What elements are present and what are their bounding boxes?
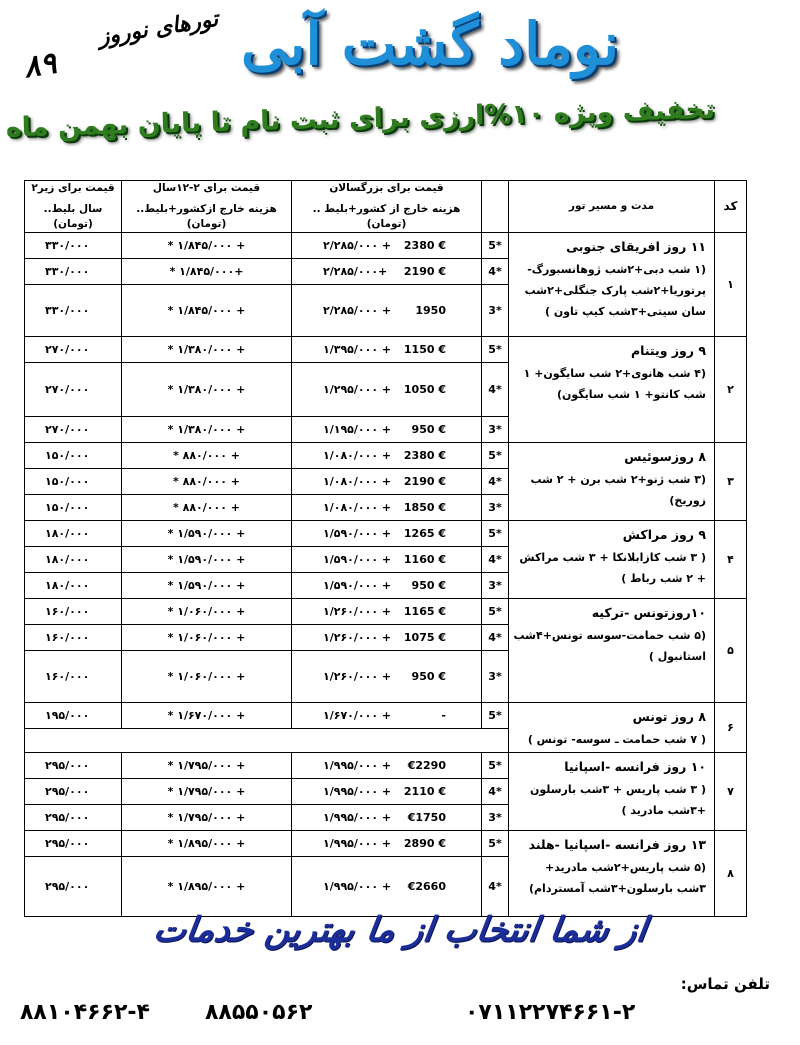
table-row [25,233,747,259]
tour-code: ۶ [715,703,747,753]
price-adult [292,651,482,703]
price-adult-euro: €2660 [407,880,446,893]
price-child: * ۱/۰۶۰/۰۰۰ + [122,651,292,703]
price-table-body [25,181,747,917]
header-child-line2: هزینه خارج ازکشور+بلیط..(تومان) [136,203,277,230]
price-infant: ۲۹۵/۰۰۰ [25,831,122,857]
price-adult-euro: 1165 € [403,605,446,618]
tours-heading [20,6,225,106]
price-adult [292,417,482,443]
price-infant: ۲۷۰/۰۰۰ [25,417,122,443]
price-adult [292,805,482,831]
header-adult [292,181,482,233]
price-adult-toman: ۱/۰۸۰/۰۰۰ + [323,475,392,488]
price-infant: ۲۹۵/۰۰۰ [25,857,122,917]
hotel-stars: 5* [482,831,509,857]
phone-number: ۰۷۱۱۲۲۷۴۶۶۱-۲ [465,1000,636,1025]
price-child: * ۱/۳۸۰/۰۰۰ + [122,337,292,363]
tour-code: ۳ [715,443,747,521]
table-row [25,831,747,857]
price-adult-euro: 1050 € [403,383,446,396]
tour-description [509,599,715,703]
tour-code: ۷ [715,753,747,831]
price-adult [292,443,482,469]
tour-description [509,521,715,599]
price-adult-toman: ۱/۰۸۰/۰۰۰ + [323,501,392,514]
tour-description [509,443,715,521]
tour-code: ۵ [715,599,747,703]
tour-route: ( ۳ شب کازابلانکا + ۳ شب مراکش + ۲ شب رباط ) [519,551,706,585]
price-adult-toman: ۱/۲۹۵/۰۰۰ + [323,383,392,396]
hotel-stars: 4* [482,625,509,651]
header-infant-line2: سال بلیط..(تومان) [43,203,103,230]
tour-name: ۱۱ روز افریقای جنوبی [566,239,706,254]
price-infant: ۳۳۰/۰۰۰ [25,233,122,259]
price-infant: ۱۸۰/۰۰۰ [25,547,122,573]
price-adult [292,233,482,259]
price-child: * ۱/۸۴۵/۰۰۰ + [122,285,292,337]
tour-code: ۱ [715,233,747,337]
slogan: از شما انتخاب از ما بهترین خدمات [151,910,649,950]
price-infant: ۱۵۰/۰۰۰ [25,469,122,495]
header-infant [25,181,122,233]
price-adult [292,495,482,521]
price-infant: ۲۷۰/۰۰۰ [25,363,122,417]
price-child: * ۱/۶۷۰/۰۰۰ + [122,703,292,729]
price-infant: ۲۹۵/۰۰۰ [25,753,122,779]
price-child: * ۱/۷۹۵/۰۰۰ + [122,805,292,831]
price-adult [292,625,482,651]
price-adult [292,703,482,729]
table-row [25,337,747,363]
hotel-stars: 5* [482,233,509,259]
price-adult-toman: ۲/۲۸۵/۰۰۰ + [323,304,392,317]
price-adult-euro: 2890 € [403,837,446,850]
table-row [25,521,747,547]
price-child: * ۱/۳۸۰/۰۰۰ + [122,363,292,417]
price-adult [292,285,482,337]
price-adult-euro: 2380 € [403,239,446,252]
price-child: * ۱/۵۹۰/۰۰۰ + [122,547,292,573]
price-adult-euro: 1950 [415,304,446,317]
price-child: * ۱/۰۶۰/۰۰۰ + [122,599,292,625]
hotel-stars: 3* [482,651,509,703]
hotel-stars: 3* [482,805,509,831]
header-infant-line1: قیمت برای زیر۲ [31,182,115,194]
table-row [25,599,747,625]
tour-description [509,831,715,917]
tour-code: ۲ [715,337,747,443]
price-adult [292,753,482,779]
hotel-stars: 5* [482,521,509,547]
table-row [25,753,747,779]
price-child: * ۱/۸۹۵/۰۰۰ + [122,831,292,857]
price-adult-euro: €2290 [407,759,446,772]
price-infant: ۱۹۵/۰۰۰ [25,703,122,729]
tour-name: ۱۰روزتونس -ترکیه [591,605,706,620]
price-adult [292,599,482,625]
discount-banner: تخفیف ویژه ۱۰%ارزی برای ثبت نام تا پایان بهمن ماه [5,93,716,144]
price-adult [292,857,482,917]
table-row [25,703,747,729]
price-child: * ۱/۵۹۰/۰۰۰ + [122,521,292,547]
hotel-stars: 5* [482,337,509,363]
price-child: * ۱/۸۴۵/۰۰۰ + [122,233,292,259]
tour-route: ( ۷ شب حمامت ـ سوسه- تونس ) [527,733,706,746]
price-table [24,180,747,917]
hotel-stars: 5* [482,753,509,779]
price-adult-euro: 1075 € [403,631,446,644]
price-adult-euro: 1150 € [403,343,446,356]
brand-title: نوماد گشت آبی [241,10,619,78]
price-child: * ۱/۳۸۰/۰۰۰ + [122,417,292,443]
tour-description [509,337,715,443]
price-adult-toman: ۱/۹۹۵/۰۰۰ + [323,785,392,798]
price-infant: ۱۶۰/۰۰۰ [25,625,122,651]
price-infant: ۱۸۰/۰۰۰ [25,573,122,599]
price-infant: ۱۶۰/۰۰۰ [25,651,122,703]
price-child: * ۱/۷۹۵/۰۰۰ + [122,753,292,779]
price-child: * ۸۸۰/۰۰۰ + [122,469,292,495]
price-adult-toman: ۱/۵۹۰/۰۰۰ + [323,579,392,592]
price-adult-euro: - [441,709,446,722]
table-row [25,443,747,469]
tour-description [509,233,715,337]
price-adult-euro: 2110 € [403,785,446,798]
price-infant: ۱۶۰/۰۰۰ [25,599,122,625]
price-adult-toman: ۱/۲۶۰/۰۰۰ + [323,605,392,618]
price-adult-euro: 1160 € [403,553,446,566]
header-adult-line2: هزینه خارج از کشور+بلیط ..(تومان) [312,203,461,230]
price-adult-toman: ۲/۲۸۵/۰۰۰ + [323,239,392,252]
hotel-stars: 5* [482,703,509,729]
price-infant: ۳۳۰/۰۰۰ [25,285,122,337]
tour-route: (۴ شب هانوی+۲ شب سایگون+ ۱ شب کانتو+ ۱ شب سایگون) [523,367,706,401]
hotel-stars: 4* [482,547,509,573]
hotel-stars: 3* [482,573,509,599]
price-adult-toman: ۱/۹۹۵/۰۰۰ + [323,880,392,893]
price-adult [292,363,482,417]
price-adult-toman: ۱/۵۹۰/۰۰۰ + [323,527,392,540]
tour-name: ۱۰ روز فرانسه -اسپانیا [564,759,706,774]
header-stars [482,181,509,233]
price-infant: ۲۹۵/۰۰۰ [25,805,122,831]
price-adult [292,573,482,599]
price-adult-toman: ۱/۹۹۵/۰۰۰ + [323,759,392,772]
tour-name: ۹ روز ویتنام [630,343,706,358]
price-child: * ۸۸۰/۰۰۰ + [122,495,292,521]
tour-description [509,703,715,753]
header-row [25,181,747,233]
hotel-stars: 4* [482,857,509,917]
price-child: * ۸۸۰/۰۰۰ + [122,443,292,469]
price-adult [292,547,482,573]
price-infant: ۱۵۰/۰۰۰ [25,495,122,521]
tour-route: (۱ شب دبی+۲شب ژوهانسبورگ-پرتوریا+۲شب پارک جنگلی+۲شب سان سیتی+۳شب کیپ تاون ) [524,263,706,318]
price-adult-euro: 2190 € [403,265,446,278]
hotel-stars: 5* [482,443,509,469]
price-adult-toman: ۱/۱۹۵/۰۰۰ + [323,423,392,436]
tours-year: ۸۹ [21,45,59,86]
price-infant: ۱۵۰/۰۰۰ [25,443,122,469]
contact-label: تلفن تماس: [680,975,770,993]
header-code: کد [715,181,747,233]
price-adult [292,779,482,805]
price-adult-toman: ۱/۰۸۰/۰۰۰ + [323,449,392,462]
price-child: * ۱/۸۹۵/۰۰۰ + [122,857,292,917]
price-infant: ۲۷۰/۰۰۰ [25,337,122,363]
price-adult [292,831,482,857]
price-adult [292,337,482,363]
price-adult [292,521,482,547]
tour-code: ۸ [715,831,747,917]
price-adult-toman: ۱/۳۹۵/۰۰۰ + [323,343,392,356]
header-route: مدت و مسیر تور [509,181,715,233]
price-adult [292,259,482,285]
price-adult-toman: ۲/۲۸۵/۰۰۰+ [323,265,388,278]
price-infant: ۳۳۰/۰۰۰ [25,259,122,285]
price-adult-euro: 1850 € [403,501,446,514]
price-child: * ۱/۷۹۵/۰۰۰ + [122,779,292,805]
hotel-stars: 4* [482,363,509,417]
header-child [122,181,292,233]
tour-name: ۸ روز تونس [632,709,706,724]
price-infant: ۱۸۰/۰۰۰ [25,521,122,547]
hotel-stars: 3* [482,285,509,337]
tour-route: ( ۳ شب پاریس + ۳شب بارسلون +۳شب مادرید ) [529,783,706,817]
hotel-stars: 4* [482,779,509,805]
price-child: * ۱/۵۹۰/۰۰۰ + [122,573,292,599]
tour-name: ۸ روزسوئیس [624,449,706,464]
tour-name: ۱۳ روز فرانسه -اسپانیا -هلند [528,837,706,852]
header-child-line1: قیمت برای ۲-۱۲سال [152,182,261,194]
tour-description [509,753,715,831]
tours-title: تورهای نوروز [97,6,221,51]
hotel-stars: 5* [482,599,509,625]
tour-route: (۵ شب حمامت-سوسه تونس+۴شب استانبول ) [513,629,706,663]
phone-number: ۸۸۵۵۰۵۶۲ [205,1000,313,1025]
empty-cell [25,729,509,753]
price-adult-toman: ۱/۲۶۰/۰۰۰ + [323,670,392,683]
tour-route: (۳ شب ژنو+۲ شب برن + ۲ شب زوریخ) [530,473,706,507]
hotel-stars: 4* [482,259,509,285]
price-adult-toman: ۱/۹۹۵/۰۰۰ + [323,811,392,824]
price-adult-euro: 950 € [411,423,446,436]
tour-route: (۵ شب پاریس+۲شب مادرید+ ۳شب بارسلون+۳شب آمستردام) [528,861,706,895]
hotel-stars: 3* [482,495,509,521]
price-adult-euro: 2380 € [403,449,446,462]
price-adult-euro: 950 € [411,670,446,683]
price-adult-toman: ۱/۹۹۵/۰۰۰ + [323,837,392,850]
price-adult-euro: 2190 € [403,475,446,488]
price-adult-euro: €1750 [407,811,446,824]
price-adult-toman: ۱/۶۷۰/۰۰۰ + [323,709,392,722]
price-adult-euro: 950 € [411,579,446,592]
price-infant: ۲۹۵/۰۰۰ [25,779,122,805]
price-adult-toman: ۱/۵۹۰/۰۰۰ + [323,553,392,566]
phone-number: ۸۸۱۰۴۶۶۲-۴ [20,1000,150,1025]
hotel-stars: 4* [482,469,509,495]
tour-name: ۹ روز مراکش [622,527,706,542]
price-child: * ۱/۸۴۵/۰۰۰+ [122,259,292,285]
price-adult-toman: ۱/۲۶۰/۰۰۰ + [323,631,392,644]
price-adult [292,469,482,495]
tour-code: ۴ [715,521,747,599]
hotel-stars: 3* [482,417,509,443]
price-child: * ۱/۰۶۰/۰۰۰ + [122,625,292,651]
header-adult-line1: قیمت برای بزرگسالان [329,182,444,194]
price-adult-euro: 1265 € [403,527,446,540]
